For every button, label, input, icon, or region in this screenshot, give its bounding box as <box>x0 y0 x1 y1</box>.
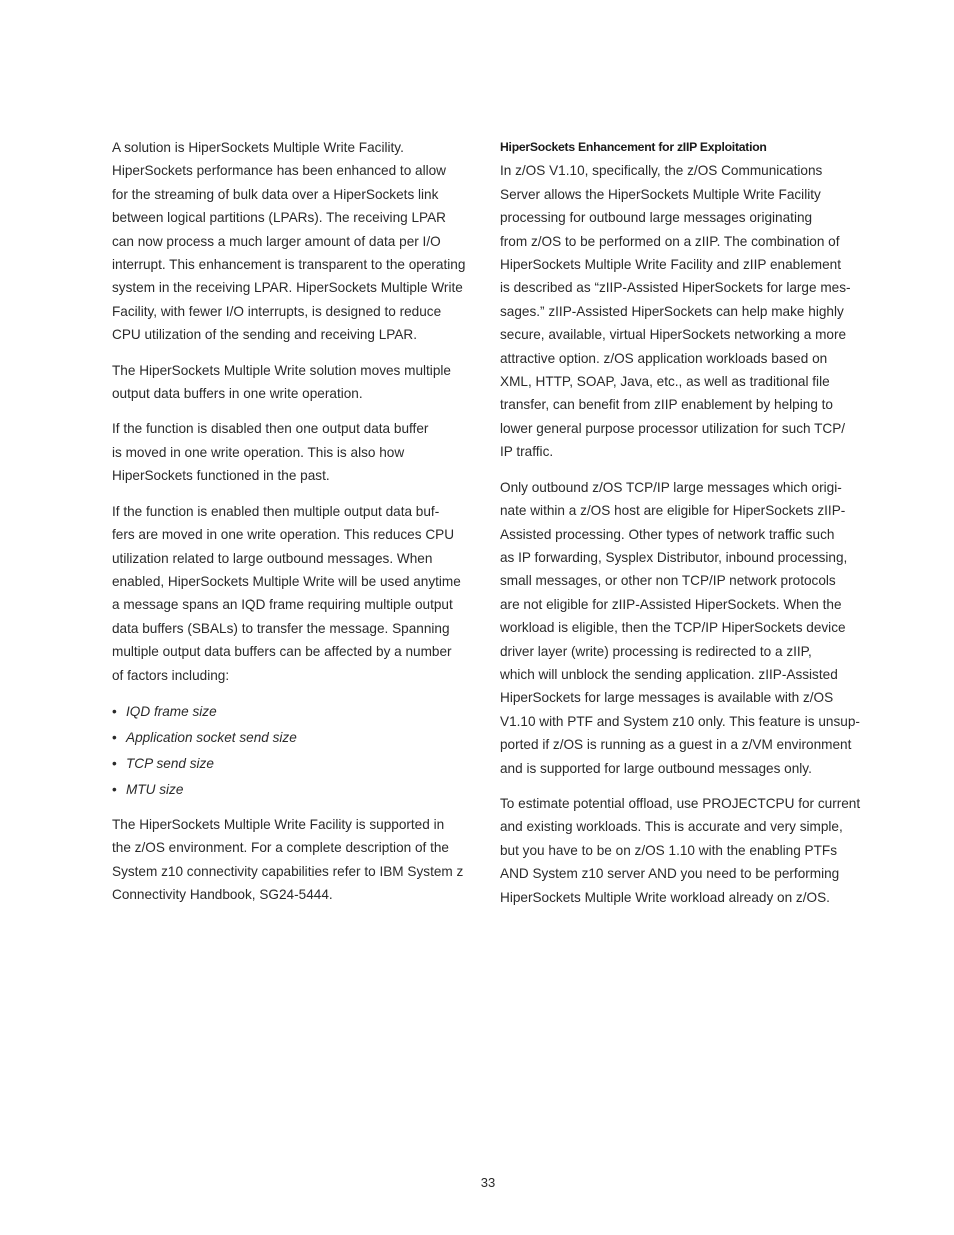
text-line: IP traffic. <box>500 444 554 460</box>
text-line: which will unblock the sending application. zIIP-Assisted <box>500 666 838 682</box>
text-line: System z10 connectivity capabilities refer to IBM System z <box>112 863 464 879</box>
paragraph <box>112 136 484 347</box>
text-line: HiperSockets for large messages is available with z/OS <box>500 690 834 706</box>
text-line: XML, HTTP, SOAP, Java, etc., as well as traditional file <box>500 374 830 390</box>
factor-list <box>112 699 484 803</box>
text-line: for the streaming of bulk data over a HiperSockets link <box>112 186 439 202</box>
text-line: is moved in one write operation. This is also how <box>112 444 405 460</box>
text-line: lower general purpose processor utilization for such TCP/ <box>500 420 846 436</box>
text-line: AND System z10 server AND you need to be performing <box>500 866 840 882</box>
text-line: HiperSockets Multiple Write Facility and zIIP enablement <box>500 257 841 273</box>
right-column <box>500 136 874 921</box>
bullet-icon: • <box>112 729 117 745</box>
text-line: nate within a z/OS host are eligible for HiperSockets zIIP- <box>500 503 846 519</box>
text-line: If the function is enabled then multiple output data buf- <box>112 503 440 519</box>
page-number: 33 <box>480 1175 496 1190</box>
text-line: utilization related to large outbound messages. When <box>112 550 433 566</box>
text-line: driver layer (write) processing is redirected to a zIIP, <box>500 643 812 659</box>
text-line: enabled, HiperSockets Multiple Write will be used anytime <box>112 573 461 589</box>
text-line: and existing workloads. This is accurate and very simple, <box>500 819 843 835</box>
paragraph <box>112 417 484 487</box>
text-line: system in the receiving LPAR. HiperSockets Multiple Write <box>112 280 463 296</box>
text-line: fers are moved in one write operation. This reduces CPU <box>112 527 455 543</box>
paragraph-body <box>500 159 874 463</box>
text-line: HiperSockets functioned in the past. <box>112 468 330 484</box>
text-line: Only outbound z/OS TCP/IP large messages which origi- <box>500 479 842 495</box>
bullet-icon: • <box>112 755 117 771</box>
paragraph <box>112 500 484 687</box>
text-line: Assisted processing. Other types of network traffic such <box>500 526 835 542</box>
text-line: Facility, with fewer I/O interrupts, is designed to reduce <box>112 303 442 319</box>
text-line: are not eligible for zIIP-Assisted HiperSockets. When the <box>500 596 842 612</box>
paragraph <box>500 792 874 909</box>
text-line: The HiperSockets Multiple Write Facility is supported in <box>112 816 445 832</box>
paragraph <box>112 359 484 406</box>
text-line: Connectivity Handbook, SG24-5444. <box>112 887 333 903</box>
list-item: • TCP send size <box>112 751 484 777</box>
bullet-icon: • <box>112 703 117 719</box>
text-line: The HiperSockets Multiple Write solution moves multiple <box>112 362 451 378</box>
text-line: If the function is disabled then one output data buffer <box>112 421 429 437</box>
text-line: but you have to be on z/OS 1.10 with the enabling PTFs <box>500 842 838 858</box>
text-line: sages.” zIIP-Assisted HiperSockets can help make highly <box>500 303 844 319</box>
text-line: Server allows the HiperSockets Multiple Write Facility <box>500 186 821 202</box>
text-line: is described as “zIIP-Assisted HiperSockets for large mes- <box>500 280 851 296</box>
text-line: interrupt. This enhancement is transparent to the operating <box>112 257 466 273</box>
text-line: CPU utilization of the sending and receiving LPAR. <box>112 327 418 343</box>
text-line: workload is eligible, then the TCP/IP HiperSockets device <box>500 620 846 636</box>
text-line: data buffers (SBALs) to transfer the message. Spanning <box>112 620 450 636</box>
list-item: • MTU size <box>112 777 484 803</box>
text-line: can now process a much larger amount of data per I/O <box>112 233 441 249</box>
text-line: A solution is HiperSockets Multiple Write Facility. <box>112 140 404 155</box>
text-line: small messages, or other non TCP/IP network protocols <box>500 573 836 589</box>
paragraph <box>112 813 484 907</box>
list-item: • Application socket send size <box>112 725 484 751</box>
text-line: ported if z/OS is running as a guest in a z/VM environment <box>500 737 852 753</box>
paragraph <box>500 476 874 780</box>
text-line: attractive option. z/OS application workloads based on <box>500 350 828 366</box>
text-line: a message spans an IQD frame requiring multiple output <box>112 597 453 613</box>
text-line: secure, available, virtual HiperSockets networking a more <box>500 327 847 343</box>
text-line: To estimate potential offload, use PROJECTCPU for current <box>500 795 861 811</box>
text-line: between logical partitions (LPARs). The receiving LPAR <box>112 210 446 226</box>
text-line: of factors including: <box>112 667 230 683</box>
text-line: In z/OS V1.10, specifically, the z/OS Communications <box>500 163 823 179</box>
text-line: transfer, can benefit from zIIP enablement by helping to <box>500 397 833 413</box>
text-line: from z/OS to be performed on a zIIP. The combination of <box>500 233 840 249</box>
section <box>500 136 874 464</box>
text-line: multiple output data buffers can be affected by a number <box>112 644 452 660</box>
text-line: the z/OS environment. For a complete description of the <box>112 840 449 856</box>
text-line: HiperSockets performance has been enhanced to allow <box>112 163 447 179</box>
bullet-icon: • <box>112 781 117 797</box>
text-line: output data buffers in one write operation. <box>112 386 363 402</box>
text-line: and is supported for large outbound messages only. <box>500 760 812 776</box>
text-line: V1.10 with PTF and System z10 only. This feature is unsup- <box>500 713 860 729</box>
text-line: processing for outbound large messages originating <box>500 210 813 226</box>
left-column <box>112 136 484 919</box>
section-heading: HiperSockets Enhancement for zIIP Exploitation <box>500 140 767 154</box>
text-line: HiperSockets Multiple Write workload already on z/OS. <box>500 889 830 905</box>
list-item: • IQD frame size <box>112 699 484 725</box>
text-line: as IP forwarding, Sysplex Distributor, inbound processing, <box>500 549 848 565</box>
